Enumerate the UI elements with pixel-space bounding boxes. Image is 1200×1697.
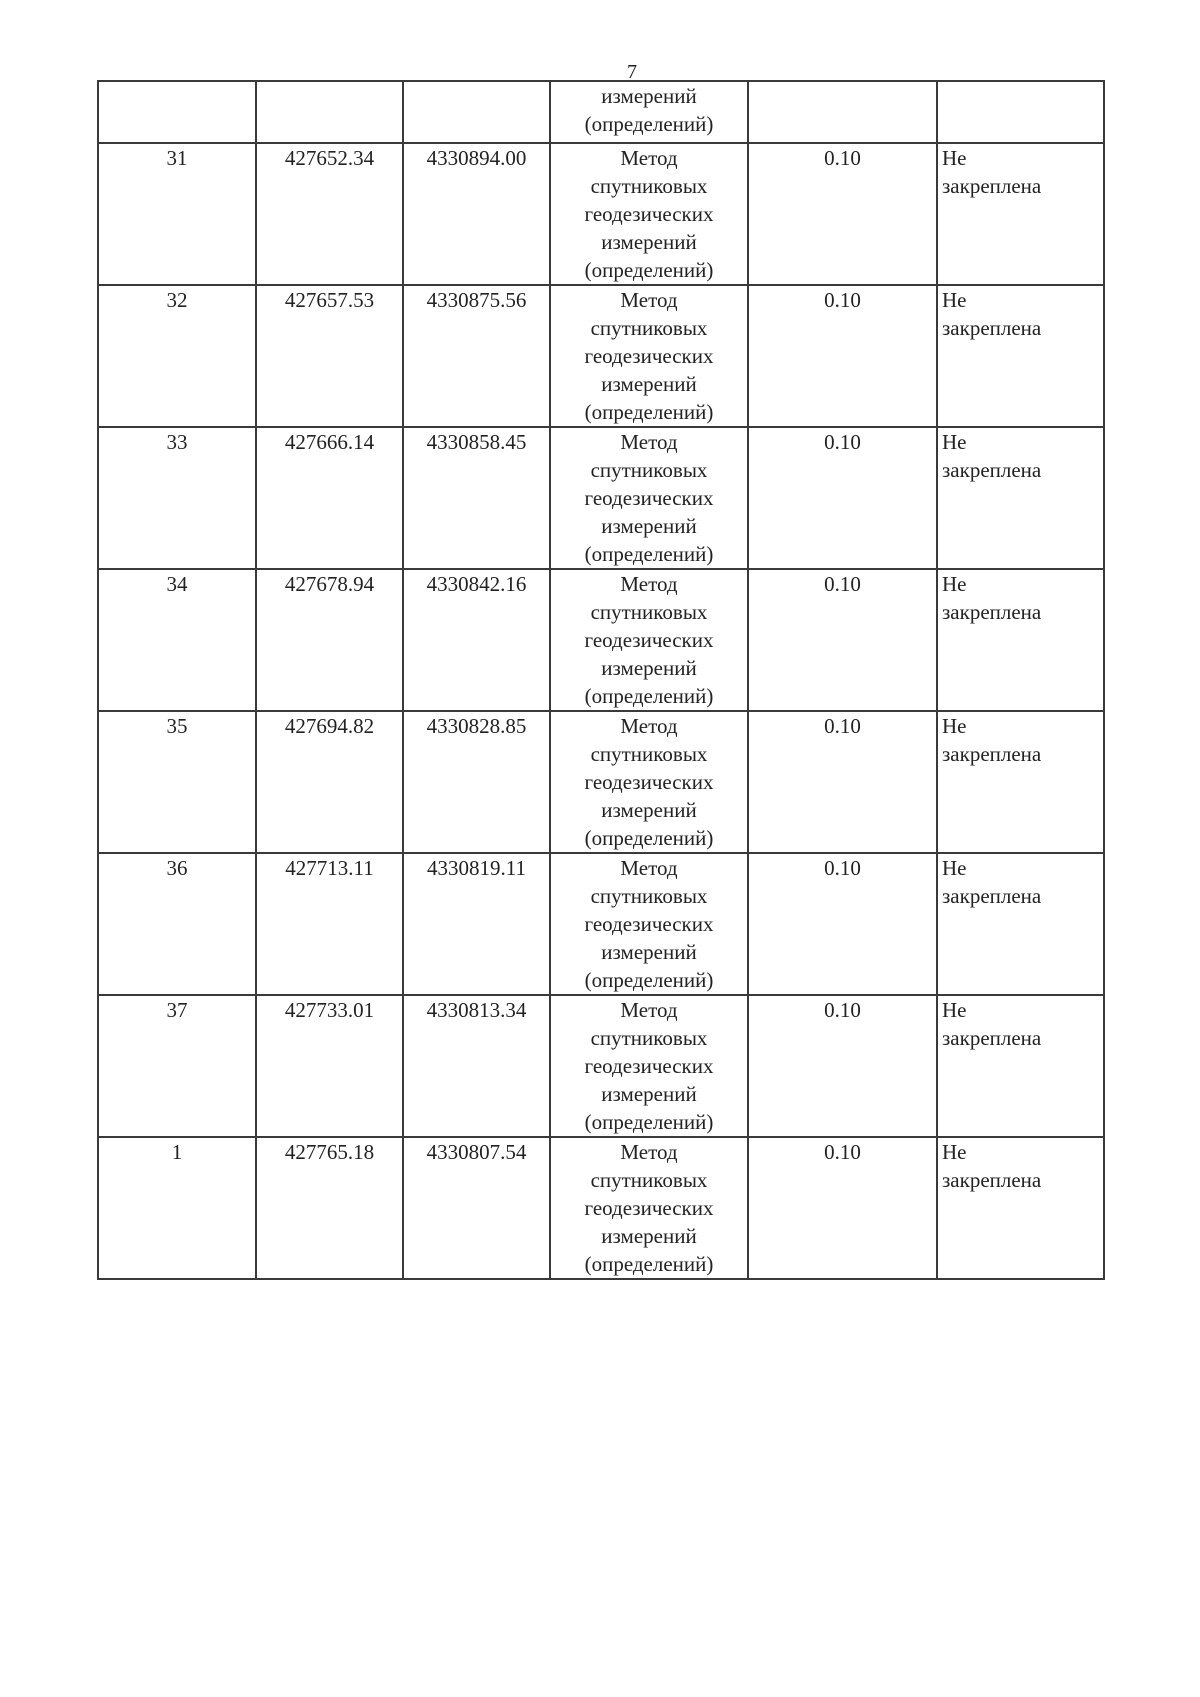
method-line: геодезических xyxy=(584,628,714,652)
method-line: (определений) xyxy=(584,1252,714,1276)
description-cell xyxy=(937,853,1104,995)
method-line: измерений xyxy=(601,940,697,964)
x-coordinate-cell: 427652.34 xyxy=(256,143,403,285)
method-line: (определений) xyxy=(584,968,714,992)
method-line: спутниковых xyxy=(590,1026,708,1050)
method-cell xyxy=(550,711,748,853)
method-line: Метод xyxy=(620,856,678,880)
description-line: закреплена xyxy=(942,1168,1042,1192)
x-coordinate-cell: 427733.01 xyxy=(256,995,403,1137)
description-line: закреплена xyxy=(942,316,1042,340)
x-coordinate-cell: 427657.53 xyxy=(256,285,403,427)
x-coordinate-cell: 427678.94 xyxy=(256,569,403,711)
table-row xyxy=(98,853,1104,995)
method-line: геодезических xyxy=(584,344,714,368)
y-coordinate-cell: 4330894.00 xyxy=(403,143,550,285)
table-body xyxy=(98,81,1104,1279)
method-line: измерений xyxy=(601,514,697,538)
accuracy-cell: 0.10 xyxy=(748,995,937,1137)
method-cell xyxy=(550,1137,748,1279)
method-line: (определений) xyxy=(584,258,714,282)
description-line: закреплена xyxy=(942,742,1042,766)
table-row xyxy=(98,711,1104,853)
method-cell xyxy=(550,143,748,285)
method-line: Метод xyxy=(620,714,678,738)
method-line: измерений xyxy=(601,372,697,396)
description-line: Не xyxy=(942,998,967,1022)
method-line: геодезических xyxy=(584,912,714,936)
point-number-cell: 34 xyxy=(98,569,256,711)
method-line: Метод xyxy=(620,430,678,454)
table-row xyxy=(98,143,1104,285)
accuracy-cell: 0.10 xyxy=(748,569,937,711)
point-number-cell: 32 xyxy=(98,285,256,427)
method-line: геодезических xyxy=(584,770,714,794)
method-line: измерений xyxy=(601,1082,697,1106)
method-cell xyxy=(550,853,748,995)
y-coordinate-cell: 4330842.16 xyxy=(403,569,550,711)
description-line: Не xyxy=(942,572,967,596)
description-line: закреплена xyxy=(942,458,1042,482)
method-line: спутниковых xyxy=(590,458,708,482)
point-number-cell: 36 xyxy=(98,853,256,995)
accuracy-cell: 0.10 xyxy=(748,427,937,569)
accuracy-cell: 0.10 xyxy=(748,1137,937,1279)
method-line: геодезических xyxy=(584,486,714,510)
description-cell xyxy=(937,1137,1104,1279)
description-cell xyxy=(937,143,1104,285)
table-row xyxy=(98,1137,1104,1279)
table-row xyxy=(98,569,1104,711)
method-line: спутниковых xyxy=(590,316,708,340)
method-line: Метод xyxy=(620,998,678,1022)
description-line: Не xyxy=(942,288,967,312)
continuation-desc-cell xyxy=(937,81,1104,143)
point-number-cell: 37 xyxy=(98,995,256,1137)
method-cell xyxy=(550,995,748,1137)
method-cell xyxy=(550,569,748,711)
point-number-cell: 35 xyxy=(98,711,256,853)
method-line: (определений) xyxy=(584,1110,714,1134)
method-line: измерений xyxy=(601,84,697,108)
continuation-y-cell xyxy=(403,81,550,143)
description-line: закреплена xyxy=(942,174,1042,198)
x-coordinate-cell: 427713.11 xyxy=(256,853,403,995)
accuracy-cell: 0.10 xyxy=(748,711,937,853)
y-coordinate-cell: 4330828.85 xyxy=(403,711,550,853)
method-line: геодезических xyxy=(584,1054,714,1078)
continuation-accuracy-cell xyxy=(748,81,937,143)
method-line: (определений) xyxy=(584,542,714,566)
continuation-method-cell xyxy=(550,81,748,143)
description-line: закреплена xyxy=(942,884,1042,908)
description-cell xyxy=(937,569,1104,711)
point-number-cell: 33 xyxy=(98,427,256,569)
accuracy-cell: 0.10 xyxy=(748,285,937,427)
y-coordinate-cell: 4330875.56 xyxy=(403,285,550,427)
x-coordinate-cell: 427666.14 xyxy=(256,427,403,569)
method-line: Метод xyxy=(620,1140,678,1164)
method-line: спутниковых xyxy=(590,174,708,198)
method-line: спутниковых xyxy=(590,1168,708,1192)
method-line: (определений) xyxy=(584,400,714,424)
accuracy-cell: 0.10 xyxy=(748,143,937,285)
description-line: закреплена xyxy=(942,1026,1042,1050)
continuation-num-cell xyxy=(98,81,256,143)
y-coordinate-cell: 4330819.11 xyxy=(403,853,550,995)
table-row xyxy=(98,427,1104,569)
method-line: измерений xyxy=(601,230,697,254)
description-line: Не xyxy=(942,714,967,738)
description-line: Не xyxy=(942,146,967,170)
point-number-cell: 1 xyxy=(98,1137,256,1279)
description-line: Не xyxy=(942,1140,967,1164)
description-cell xyxy=(937,995,1104,1137)
method-line: (определений) xyxy=(584,112,714,136)
method-line: Метод xyxy=(620,146,678,170)
method-line: геодезических xyxy=(584,202,714,226)
y-coordinate-cell: 4330858.45 xyxy=(403,427,550,569)
description-cell xyxy=(937,427,1104,569)
method-line: (определений) xyxy=(584,826,714,850)
coordinates-table xyxy=(97,80,1105,1280)
description-cell xyxy=(937,711,1104,853)
method-line: измерений xyxy=(601,656,697,680)
method-line: спутниковых xyxy=(590,742,708,766)
accuracy-cell: 0.10 xyxy=(748,853,937,995)
method-line: Метод xyxy=(620,288,678,312)
method-cell xyxy=(550,427,748,569)
description-line: Не xyxy=(942,430,967,454)
y-coordinate-cell: 4330807.54 xyxy=(403,1137,550,1279)
point-number-cell: 31 xyxy=(98,143,256,285)
description-cell xyxy=(937,285,1104,427)
method-line: измерений xyxy=(601,1224,697,1248)
method-line: спутниковых xyxy=(590,600,708,624)
method-line: геодезических xyxy=(584,1196,714,1220)
x-coordinate-cell: 427765.18 xyxy=(256,1137,403,1279)
method-line: (определений) xyxy=(584,684,714,708)
page-number: 7 xyxy=(627,61,637,83)
description-line: закреплена xyxy=(942,600,1042,624)
continuation-row xyxy=(98,81,1104,143)
table-row xyxy=(98,995,1104,1137)
description-line: Не xyxy=(942,856,967,880)
x-coordinate-cell: 427694.82 xyxy=(256,711,403,853)
y-coordinate-cell: 4330813.34 xyxy=(403,995,550,1137)
method-line: Метод xyxy=(620,572,678,596)
method-line: спутниковых xyxy=(590,884,708,908)
method-line: измерений xyxy=(601,798,697,822)
continuation-x-cell xyxy=(256,81,403,143)
table-row xyxy=(98,285,1104,427)
method-cell xyxy=(550,285,748,427)
